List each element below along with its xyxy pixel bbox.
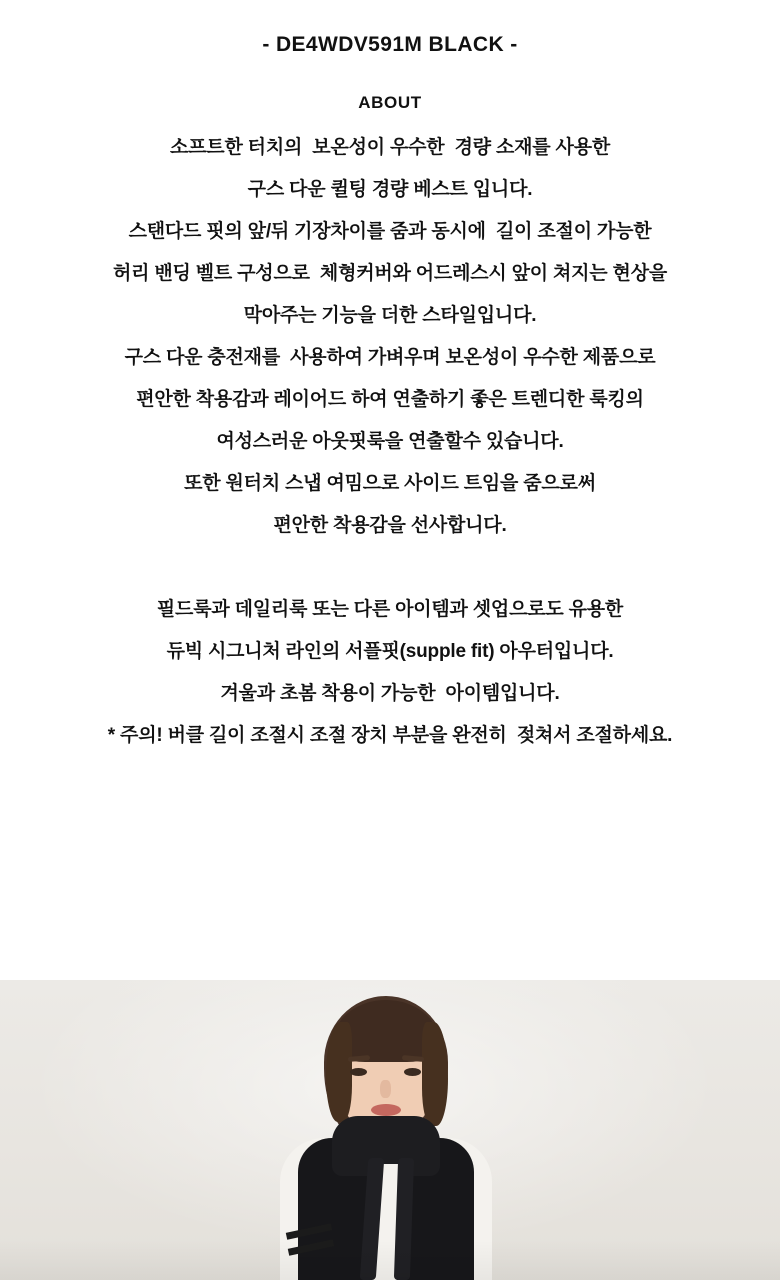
description-line: 구스 다운 퀼팅 경량 베스트 입니다.: [247, 179, 533, 201]
photo-bottom-shadow: [0, 1240, 780, 1280]
page-title: - DE4WDV591M BLACK -: [262, 33, 518, 56]
hair-side-right: [422, 1022, 448, 1126]
description-line: 편안한 착용감과 레이어드 하여 연출하기 좋은 트렌디한 룩킹의: [136, 389, 644, 411]
description-line: 또한 원터치 스냅 여밈으로 사이드 트임을 줌으로써: [184, 473, 596, 495]
about-heading: ABOUT: [358, 93, 422, 113]
description-line: 소프트한 터치의 보온성이 우수한 경량 소재를 사용한: [169, 137, 611, 159]
description-paragraph-2: [0, 589, 780, 715]
lips: [371, 1104, 401, 1116]
hair-side-left: [326, 1022, 352, 1122]
description-line: 스탠다드 핏의 앞/뒤 기장차이를 줌과 동시에 길이 조절이 가능한: [128, 221, 652, 243]
nose: [380, 1080, 391, 1098]
product-photo: [0, 980, 780, 1280]
eye-left: [350, 1068, 367, 1076]
description-line: 필드룩과 데일리룩 또는 다른 아이템과 셋업으로도 유용한: [156, 599, 624, 621]
description-paragraph-1: [0, 127, 780, 547]
description-line: 편안한 착용감을 선사합니다.: [273, 515, 507, 537]
description-line: 막아주는 기능을 더한 스타일입니다.: [243, 305, 537, 327]
description-line: 겨울과 초봄 착용이 가능한 아이템입니다.: [220, 683, 560, 705]
description-line: 허리 밴딩 벨트 구성으로 체형커버와 어드레스시 앞이 쳐지는 현상을: [112, 263, 668, 285]
description-line: 듀빅 시그니처 라인의 서플핏(supple fit) 아우터입니다.: [166, 641, 614, 663]
model-figure: [236, 988, 536, 1280]
caution-note: * 주의! 버클 길이 조절시 조절 장치 부분을 완전히 젖쳐서 조절하세요.: [107, 725, 673, 747]
description-line: 구스 다운 충전재를 사용하여 가벼우며 보온성이 우수한 제품으로: [124, 347, 656, 369]
description-line: 여성스러운 아웃핏룩을 연출할수 있습니다.: [216, 431, 564, 453]
paragraph-spacer: [0, 547, 780, 589]
eye-right: [404, 1068, 421, 1076]
